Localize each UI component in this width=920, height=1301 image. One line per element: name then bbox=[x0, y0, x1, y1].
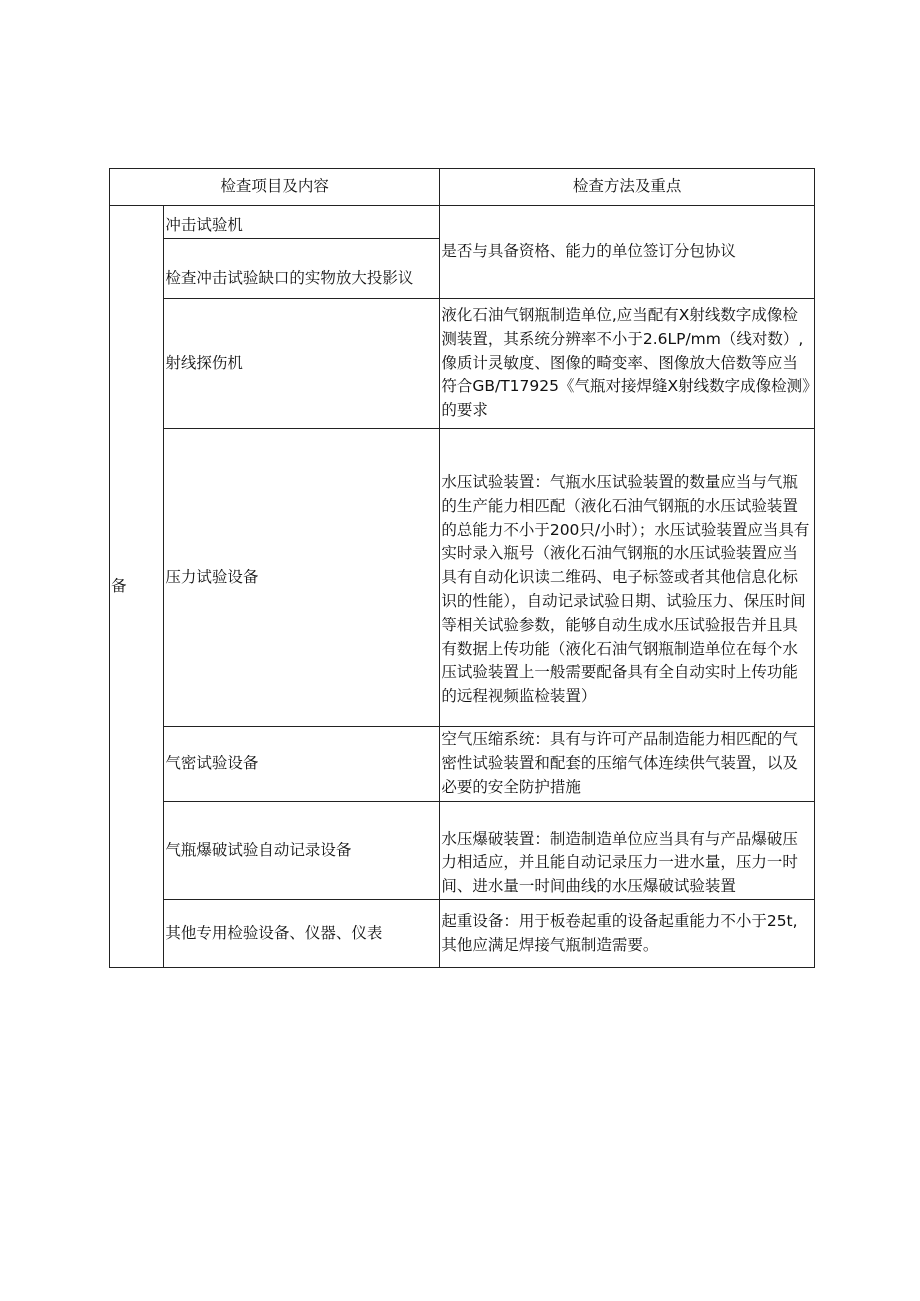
table-row bbox=[110, 802, 815, 900]
method-cell: 起重设备：用于板卷起重的设备起重能力不小于25t,其他应满足焊接气瓶制造需要。 bbox=[440, 900, 815, 968]
item-cell: 射线探伤机 bbox=[164, 299, 440, 429]
header-items: 检查项目及内容 bbox=[110, 169, 440, 206]
table-row bbox=[110, 429, 815, 727]
item-notch-projector: 检查冲击试验缺口的实物放大投影议 bbox=[165, 268, 414, 287]
method-spacer bbox=[441, 446, 813, 471]
inspection-table-sheet bbox=[109, 168, 815, 968]
category-cell: 备 bbox=[110, 206, 164, 968]
method-cell: 水压爆破装置：制造制造单位应当具有与产品爆破压力相适应，并且能自动记录压力一进水量，压力一时间、进水量一时间曲线的水压爆破试验装置 bbox=[440, 802, 815, 900]
item-impact-tester: 冲击试验机 bbox=[164, 214, 439, 239]
inspection-table bbox=[109, 168, 815, 968]
method-cell: 是否与具备资格、能力的单位签订分包协议 bbox=[440, 206, 815, 299]
header-method: 检查方法及重点 bbox=[440, 169, 815, 206]
item-cell: 气密试验设备 bbox=[164, 727, 440, 802]
method-text: 水压试验装置：气瓶水压试验装置的数量应当与气瓶的生产能力相匹配（液化石油气钢瓶的水压试验装置的总能力不小于200只/小时）；水压试验装置应当具有实时录入瓶号（液化石油气钢瓶的水压试验装置应当具有自动化识读二维码、电子标签或者其他信息化标识的性能），自动记录试验日期、试验压力、保压时间等相关试验参数，能够自动生成水压试验报告并且具有数据上传功能（液化石油气钢瓶制造单位在每个水压试验装置上一般需要配备具有全自动实时上传功能的远程视频监检装置） bbox=[441, 473, 810, 706]
table-row bbox=[110, 900, 815, 968]
item-spacer bbox=[164, 239, 439, 267]
item-cell: 压力试验设备 bbox=[164, 429, 440, 727]
item-cell: 气瓶爆破试验自动记录设备 bbox=[164, 802, 440, 900]
method-cell: 空气压缩系统：具有与许可产品制造能力相匹配的气密性试验装置和配套的压缩气体连续供气装置，以及必要的安全防护措施 bbox=[440, 727, 815, 802]
method-cell: 液化石油气钢瓶制造单位,应当配有X射线数字成像检测装置，其系统分辨率不小于2.6LP/mm（线对数）,像质计灵敏度、图像的畸变率、图像放大倍数等应当符合GB/T17925《气瓶对接焊缝X射线数字成像检测》的要求 bbox=[440, 299, 815, 429]
table-row bbox=[110, 727, 815, 802]
method-cell-wrap bbox=[440, 429, 815, 727]
table-row bbox=[110, 299, 815, 429]
table-header-row bbox=[110, 169, 815, 206]
table-row bbox=[110, 206, 815, 299]
item-cell-impact bbox=[164, 206, 440, 299]
item-cell: 其他专用检验设备、仪器、仪表 bbox=[164, 900, 440, 968]
